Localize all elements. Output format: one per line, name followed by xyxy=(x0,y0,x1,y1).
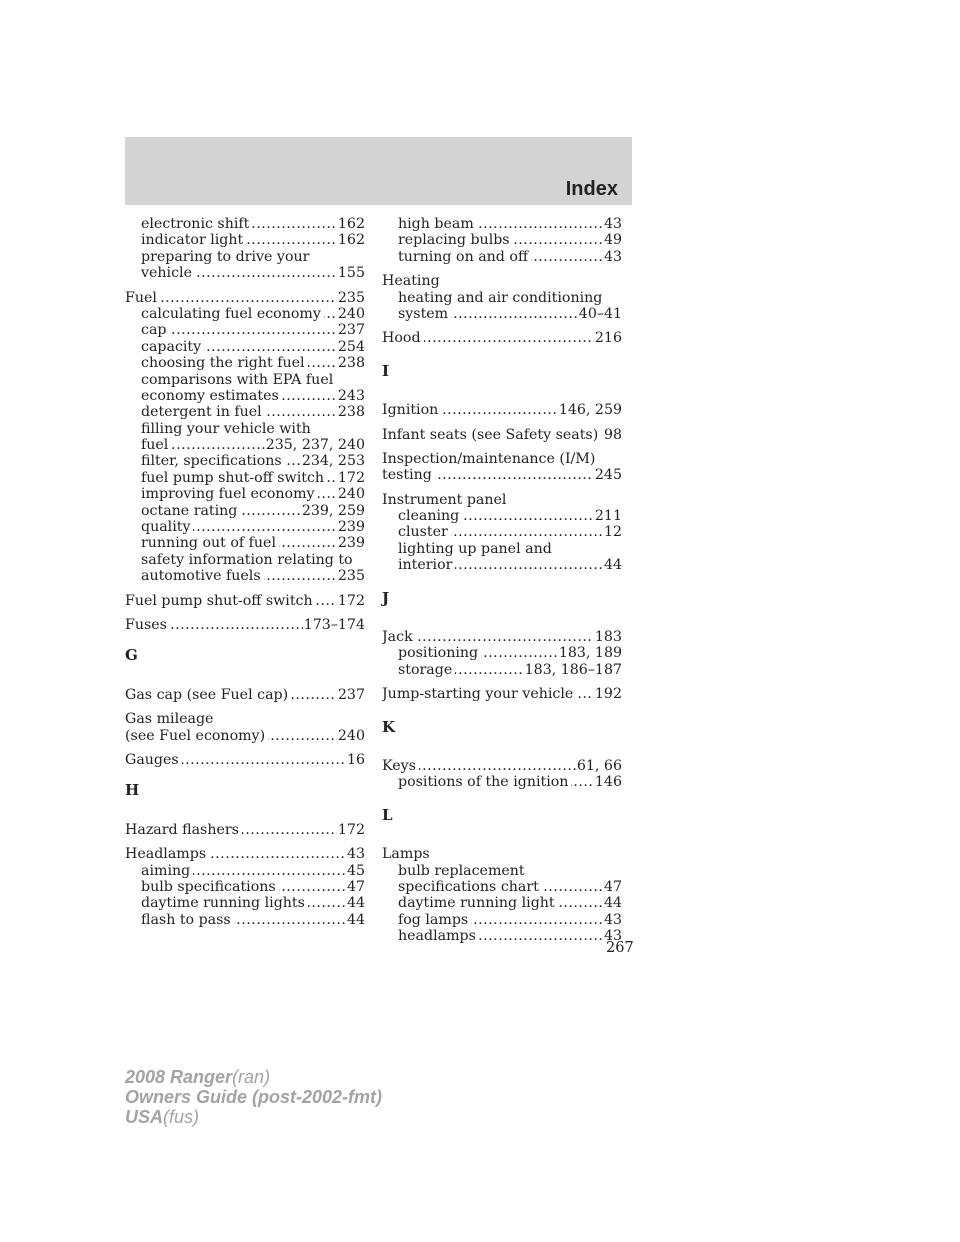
index-term: Heating xyxy=(382,273,443,289)
index-subentry-line xyxy=(125,216,365,232)
footer-model: 2008 Ranger xyxy=(125,1067,233,1087)
index-term: fuel pump shut-off switch xyxy=(141,470,327,486)
index-page-ref: 254 xyxy=(337,338,365,355)
index-subentry-line xyxy=(125,339,365,355)
index-entry xyxy=(125,687,365,703)
index-term: Jack xyxy=(382,629,416,645)
index-term: Ignition xyxy=(382,402,441,418)
index-subentry-line xyxy=(125,535,365,551)
index-term: cleaning xyxy=(398,508,462,524)
index-page-ref: 238 xyxy=(337,355,365,372)
footer-line-1 xyxy=(125,1067,382,1087)
index-term: preparing to drive your xyxy=(141,249,312,265)
index-term: positioning xyxy=(398,645,481,661)
index-term: Hood xyxy=(382,330,424,346)
index-entry xyxy=(382,686,622,702)
index-subentry-line xyxy=(382,524,622,540)
index-subentry-line xyxy=(125,879,365,895)
index-subentry-line xyxy=(125,912,365,928)
index-subentry-line xyxy=(382,306,622,322)
index-page-ref: 239 xyxy=(337,535,365,552)
index-term: choosing the right fuel xyxy=(141,355,308,371)
index-term: automotive fuels xyxy=(141,568,264,584)
header-band xyxy=(125,137,632,205)
index-page-ref: 146 xyxy=(594,774,622,791)
index-entry-line xyxy=(125,728,365,744)
index-term: Lamps xyxy=(382,846,433,862)
index-page-ref: 240 xyxy=(337,486,365,503)
index-entry-line xyxy=(382,467,622,483)
index-entry-line xyxy=(125,593,365,609)
index-page-ref: 183, 189 xyxy=(558,645,622,662)
index-entry xyxy=(382,216,622,265)
footer-guide: Owners Guide (post-2002-fmt) xyxy=(125,1087,383,1107)
index-subentry-line xyxy=(382,774,622,790)
index-letter-heading: G xyxy=(125,646,138,665)
index-term: quality xyxy=(141,519,193,535)
index-entry-line xyxy=(382,846,622,862)
index-term: calculating fuel economy xyxy=(141,306,324,322)
index-term: lighting up panel and xyxy=(398,541,555,557)
index-entry-line xyxy=(125,752,365,768)
index-page-ref: 16 xyxy=(346,751,365,768)
index-page-ref: 235 xyxy=(337,568,365,585)
index-entry xyxy=(382,330,622,346)
index-term: Keys xyxy=(382,758,419,774)
index-term: fuel xyxy=(141,437,171,453)
index-subentry-line xyxy=(382,645,622,661)
index-entry xyxy=(125,593,365,609)
index-page-ref: 240 xyxy=(337,305,365,322)
index-page-ref: 44 xyxy=(346,895,365,912)
index-subentry-line xyxy=(125,421,365,437)
index-term: specifications chart xyxy=(398,879,542,895)
index-entry xyxy=(382,758,622,791)
index-term: economy estimates xyxy=(141,388,282,404)
index-page-ref: 237 xyxy=(337,686,365,703)
index-page-ref: 43 xyxy=(603,928,622,945)
index-term: cluster xyxy=(398,524,451,540)
index-page-ref: 43 xyxy=(346,846,365,863)
index-subentry-line xyxy=(382,879,622,895)
index-entry xyxy=(382,427,622,443)
index-subentry-line xyxy=(125,372,365,388)
index-page-ref: 211 xyxy=(594,508,622,525)
index-subentry-line xyxy=(125,232,365,248)
index-subentry-line xyxy=(125,404,365,420)
index-page-ref: 47 xyxy=(346,878,365,895)
index-subentry-line xyxy=(125,486,365,502)
index-subentry-line xyxy=(125,895,365,911)
index-term: aiming xyxy=(141,863,193,879)
index-term: Gas mileage xyxy=(125,711,216,727)
index-term: system xyxy=(398,306,451,322)
index-entry-line xyxy=(125,617,365,633)
index-term: testing xyxy=(382,467,435,483)
index-page-ref: 61, 66 xyxy=(576,758,622,775)
index-term: filter, specifications xyxy=(141,453,285,469)
index-subentry-line xyxy=(382,290,622,306)
index-subentry-line xyxy=(125,249,365,265)
index-subentry-line xyxy=(125,519,365,535)
index-entry-line xyxy=(382,402,622,418)
index-page-ref: 44 xyxy=(603,895,622,912)
index-entry-line xyxy=(382,758,622,774)
index-page-ref: 12 xyxy=(603,524,622,541)
index-entry xyxy=(125,711,365,744)
index-entry xyxy=(382,492,622,574)
index-subentry-line xyxy=(382,662,622,678)
index-term: octane rating xyxy=(141,503,240,519)
index-page-ref: 44 xyxy=(603,557,622,574)
index-page-ref: 238 xyxy=(337,404,365,421)
index-column-left xyxy=(125,216,365,936)
index-page-ref: 47 xyxy=(603,879,622,895)
index-subentry-line xyxy=(125,470,365,486)
index-term: filling your vehicle with xyxy=(141,421,314,437)
index-entry-line xyxy=(125,711,365,727)
index-subentry-line xyxy=(382,928,622,944)
index-term: Inspection/maintenance (I/M) xyxy=(382,451,598,467)
footer-line-2 xyxy=(125,1087,382,1107)
index-subentry-line xyxy=(382,557,622,573)
index-letter-heading: H xyxy=(125,781,140,800)
index-subentry-line xyxy=(382,912,622,928)
index-subentry-line xyxy=(125,453,365,469)
index-page-ref: 234, 253 xyxy=(301,453,365,470)
index-page-ref: 172 xyxy=(337,469,365,486)
index-entry xyxy=(382,402,622,418)
index-column-right xyxy=(382,216,622,953)
index-subentry-line xyxy=(125,552,365,568)
index-entry-line xyxy=(382,427,622,443)
index-entry xyxy=(382,846,622,944)
index-subentry-line xyxy=(382,249,622,265)
index-subentry-line xyxy=(125,437,365,453)
index-entry-line xyxy=(382,451,622,467)
index-term: Jump-starting your vehicle xyxy=(382,686,576,702)
index-entry xyxy=(382,629,622,678)
index-term: running out of fuel xyxy=(141,535,279,551)
index-term: Fuel xyxy=(125,290,160,306)
index-page-ref: 162 xyxy=(337,216,365,232)
index-term: (see Fuel economy) xyxy=(125,728,268,744)
index-page-ref: 40–41 xyxy=(578,305,622,322)
index-subentry-line xyxy=(125,265,365,281)
index-term: Gas cap (see Fuel cap) xyxy=(125,687,291,703)
index-entry-line xyxy=(125,687,365,703)
index-term: comparisons with EPA fuel xyxy=(141,372,336,388)
index-page-ref: 172 xyxy=(337,592,365,609)
index-letter-heading: K xyxy=(382,717,396,736)
index-page-ref: 240 xyxy=(337,727,365,744)
index-term: Headlamps xyxy=(125,846,209,862)
index-term: daytime running lights xyxy=(141,895,308,911)
index-page-ref: 172 xyxy=(337,821,365,838)
page-number: 267 xyxy=(606,940,634,956)
index-page-ref: 49 xyxy=(603,232,622,249)
index-entry xyxy=(125,617,365,633)
index-subentry-line xyxy=(125,388,365,404)
index-entry-line xyxy=(382,330,622,346)
index-subentry-line xyxy=(382,232,622,248)
index-entry-line xyxy=(382,273,622,289)
index-term: Fuses xyxy=(125,617,170,633)
index-page-ref: 239, 259 xyxy=(301,502,365,519)
index-page-ref: 155 xyxy=(337,265,365,282)
index-term: improving fuel economy xyxy=(141,486,318,502)
index-term: Fuel pump shut-off switch xyxy=(125,593,316,609)
index-letter-heading: J xyxy=(382,588,390,607)
index-entry xyxy=(125,846,365,928)
index-term: capacity xyxy=(141,339,204,355)
index-term: safety information relating to xyxy=(141,552,356,568)
index-entry xyxy=(382,451,622,484)
index-term: storage xyxy=(398,662,455,678)
index-entry xyxy=(125,822,365,838)
index-term: daytime running light xyxy=(398,895,558,911)
index-term: high beam xyxy=(398,216,477,232)
index-page-ref: 98 xyxy=(603,426,622,443)
index-letter-heading: I xyxy=(382,361,390,380)
index-page-ref: 43 xyxy=(603,216,622,232)
index-page-ref: 45 xyxy=(346,862,365,879)
index-subentry-line xyxy=(382,541,622,557)
index-entry-line xyxy=(125,822,365,838)
footer xyxy=(125,1067,382,1127)
index-page-ref: 173–174 xyxy=(303,616,365,633)
index-page-ref: 245 xyxy=(594,467,622,484)
index-page-ref: 239 xyxy=(337,519,365,536)
index-entry-line xyxy=(382,686,622,702)
index-subentry-line xyxy=(125,355,365,371)
section-title: Index xyxy=(565,178,618,200)
index-term: turning on and off xyxy=(398,249,531,265)
index-term: heating and air conditioning xyxy=(398,290,605,306)
index-page-ref: 183, 186–187 xyxy=(524,661,622,678)
footer-line-3 xyxy=(125,1107,382,1127)
index-term: interior xyxy=(398,557,455,573)
index-term: bulb replacement xyxy=(398,863,528,879)
footer-model-code: (ran) xyxy=(232,1067,271,1087)
index-letter-heading: L xyxy=(382,805,393,824)
dot-leader xyxy=(382,629,622,645)
index-page-ref: 243 xyxy=(337,387,365,404)
index-term: positions of the ignition xyxy=(398,774,571,790)
index-term: indicator light xyxy=(141,232,246,248)
index-subentry-line xyxy=(382,863,622,879)
index-entry-line xyxy=(125,846,365,862)
index-page-ref: 43 xyxy=(603,248,622,265)
index-entry xyxy=(382,273,622,322)
index-term: headlamps xyxy=(398,928,479,944)
footer-market: USA xyxy=(125,1107,164,1127)
index-term: replacing bulbs xyxy=(398,232,513,248)
dot-leader xyxy=(125,290,365,306)
index-subentry-line xyxy=(125,503,365,519)
index-term: bulb specifications xyxy=(141,879,279,895)
index-page-ref: 44 xyxy=(346,911,365,928)
index-page-ref: 146, 259 xyxy=(558,402,622,419)
index-subentry-line xyxy=(382,895,622,911)
index-subentry-line xyxy=(125,322,365,338)
index-entry xyxy=(125,752,365,768)
index-term: fog lamps xyxy=(398,912,471,928)
index-page-ref: 192 xyxy=(594,686,622,703)
index-entry xyxy=(125,290,365,585)
index-term: cap xyxy=(141,322,170,338)
index-term: Gauges xyxy=(125,752,182,768)
index-page-ref: 183 xyxy=(594,629,622,646)
index-subentry-line xyxy=(382,216,622,232)
index-subentry-line xyxy=(125,863,365,879)
index-term: flash to pass xyxy=(141,912,234,928)
index-term: vehicle xyxy=(141,265,195,281)
dot-leader xyxy=(141,322,365,338)
index-subentry-line xyxy=(125,568,365,584)
index-term: electronic shift xyxy=(141,216,252,232)
index-term: Instrument panel xyxy=(382,492,509,508)
index-page-ref: 43 xyxy=(603,911,622,928)
index-subentry-line xyxy=(382,508,622,524)
index-entry-line xyxy=(382,492,622,508)
index-page-ref: 162 xyxy=(337,232,365,249)
index-page-ref: 216 xyxy=(594,330,622,347)
index-entry-line xyxy=(125,290,365,306)
footer-market-code: (fus) xyxy=(163,1107,200,1127)
index-term: detergent in fuel xyxy=(141,404,265,420)
index-entry xyxy=(125,216,365,282)
index-page-ref: 237 xyxy=(337,322,365,339)
index-term: Hazard flashers xyxy=(125,822,242,838)
index-entry-line xyxy=(382,629,622,645)
index-subentry-line xyxy=(125,306,365,322)
index-page-ref: 235, 237, 240 xyxy=(265,437,365,454)
index-page-ref: 235 xyxy=(337,289,365,306)
index-term: Infant seats (see Safety seats) xyxy=(382,427,601,443)
